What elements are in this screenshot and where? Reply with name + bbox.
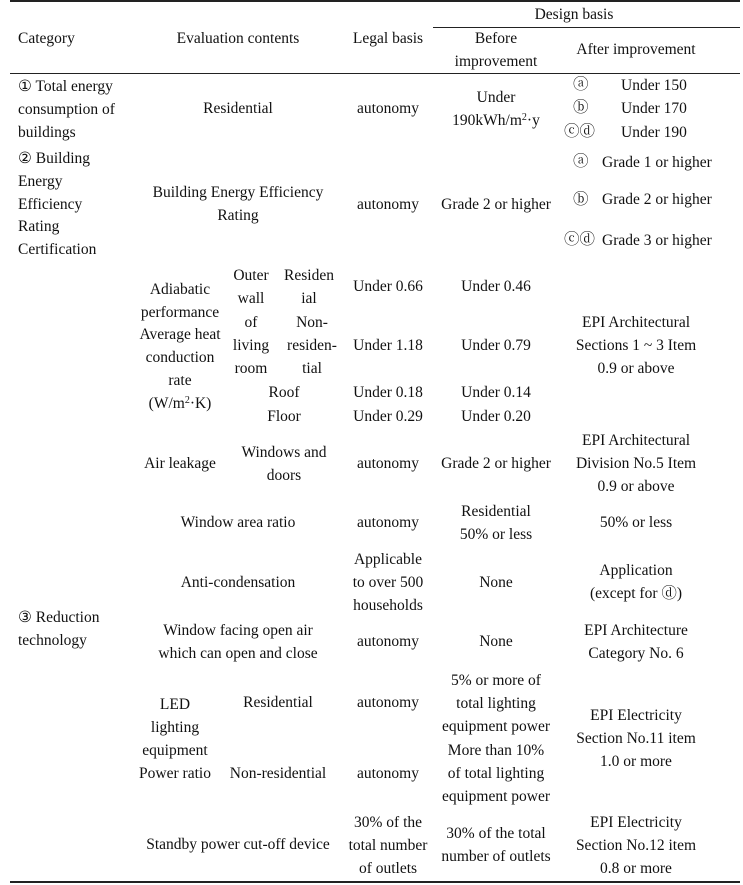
- wall-nonresidential-line3: tial: [302, 360, 322, 377]
- adiabatic-after-line3: 0.9 or above: [597, 360, 675, 377]
- header-design-basis: Design basis: [534, 6, 614, 23]
- header-after: After improvement: [576, 41, 696, 58]
- roof-label: Roof: [268, 384, 300, 401]
- standby-legal-line3: of outlets: [358, 860, 418, 877]
- row2-after-value-a: Grade 1 or higher: [602, 154, 712, 171]
- led-residential: Residential: [243, 694, 313, 711]
- adiabatic-unit-pre: (W/m: [148, 395, 185, 412]
- adiabatic-before-nonres: Under 0.79: [461, 337, 531, 354]
- row2-after-mark-cd: ⓒⓓ: [564, 231, 596, 248]
- row1-after-value-b: Under 170: [621, 100, 687, 117]
- row2-after-mark-a: ⓐ: [573, 153, 589, 170]
- header-before-line2: improvement: [454, 53, 538, 70]
- row2-before: Grade 2 or higher: [441, 196, 551, 213]
- window-ratio-legal: autonomy: [357, 514, 419, 531]
- standby-after-line3: 0.8 or more: [600, 860, 672, 877]
- row1-after-mark-b: ⓑ: [573, 99, 589, 116]
- led-label-line2: lighting: [150, 719, 200, 736]
- anti-condensation-legal-line1: Applicable: [353, 551, 423, 568]
- anti-condensation-legal-line2: to over 500: [352, 574, 424, 591]
- row2-after-value-cd: Grade 3 or higher: [602, 232, 712, 249]
- led-before-nonres-line2: of total lighting: [447, 765, 545, 782]
- header-evaluation: Evaluation contents: [176, 30, 300, 47]
- row2-category-line5: Certification: [18, 241, 97, 258]
- adiabatic-after-line2: Sections 1 ~ 3 Item: [575, 337, 697, 354]
- led-before-res-line1: 5% or more of: [451, 672, 541, 689]
- row1-after-mark-cd: ⓒⓓ: [564, 123, 596, 140]
- led-legal-res: autonomy: [357, 694, 419, 711]
- led-before-nonres-line3: equipment power: [441, 788, 551, 805]
- window-ratio-after: 50% or less: [599, 514, 673, 531]
- air-leakage-after-line3: 0.9 or above: [597, 478, 675, 495]
- led-legal-nonres: autonomy: [357, 765, 419, 782]
- air-leakage-after-line2: Division No.5 Item: [575, 455, 697, 472]
- row1-after-mark-a: ⓐ: [573, 76, 589, 93]
- row2-after-value-b: Grade 2 or higher: [602, 191, 712, 208]
- wall-residential-line1: Residen: [284, 267, 334, 284]
- led-after-line1: EPI Electricity: [590, 707, 682, 724]
- anti-condensation-legal-line3: households: [353, 597, 423, 614]
- row1-before-value: 190kWh/m: [452, 112, 522, 129]
- window-open-label-line2: which can open and close: [158, 645, 318, 662]
- led-label-line3: equipment: [142, 742, 208, 759]
- adiabatic-after-line1: EPI Architectural: [581, 314, 691, 331]
- row1-after-value-cd: Under 190: [621, 124, 687, 141]
- air-leakage-after-line1: EPI Architectural: [581, 432, 691, 449]
- standby-after-line1: EPI Electricity: [590, 814, 682, 831]
- adiabatic-label-line3: Average heat: [139, 326, 221, 343]
- header-bottom-rule: [10, 73, 740, 74]
- standby-before-line1: 30% of the total: [446, 825, 546, 842]
- window-ratio-before-line2: 50% or less: [459, 526, 533, 543]
- window-open-after-line1: EPI Architecture: [584, 622, 688, 639]
- adiabatic-before-res: Under 0.46: [461, 278, 531, 295]
- standby-label: Standby power cut-off device: [146, 836, 330, 853]
- air-leakage-before: Grade 2 or higher: [441, 455, 551, 472]
- standby-legal-line1: 30% of the: [353, 814, 423, 831]
- table-bottom-rule: [10, 881, 740, 883]
- adiabatic-legal-roof: Under 0.18: [353, 384, 423, 401]
- outer-wall-line3: of: [244, 314, 258, 331]
- header-legal-basis: Legal basis: [352, 30, 424, 47]
- floor-label: Floor: [267, 408, 301, 425]
- row2-category-line4: Rating: [18, 218, 60, 235]
- adiabatic-unit-post: ·K): [189, 395, 212, 412]
- row1-before-line1: Under: [476, 89, 516, 106]
- led-before-res-line3: equipment power: [441, 718, 551, 735]
- outer-wall-line4: living: [232, 337, 270, 354]
- standby-after-line2: Section No.12 item: [575, 837, 697, 854]
- outer-wall-line2: wall: [237, 290, 265, 307]
- led-nonresidential: Non-residential: [229, 765, 327, 782]
- adiabatic-unit-sup: 2: [184, 395, 190, 406]
- row1-before-line2: [452, 110, 540, 133]
- row2-legal: autonomy: [357, 196, 419, 213]
- adiabatic-label-line5: rate: [168, 372, 192, 389]
- adiabatic-legal-res: Under 0.66: [353, 278, 423, 295]
- outer-wall-line5: room: [234, 360, 268, 377]
- row2-category-line2: Energy: [18, 173, 63, 190]
- window-open-after-line2: Category No. 6: [588, 645, 684, 662]
- row1-category-line3: buildings: [18, 124, 76, 141]
- row1-before-unit: ·y: [526, 112, 540, 129]
- row1-category-line2: consumption of: [18, 101, 115, 118]
- window-open-label-line1: Window facing open air: [163, 622, 313, 639]
- header-before-line1: Before: [474, 30, 518, 47]
- adiabatic-legal-nonres: Under 1.18: [353, 337, 423, 354]
- adiabatic-label-line2: performance: [140, 304, 220, 321]
- adiabatic-before-roof: Under 0.14: [461, 384, 531, 401]
- window-ratio-label: Window area ratio: [180, 514, 296, 531]
- air-leakage-sub-line1: Windows and: [241, 444, 327, 461]
- row1-after-value-a: Under 150: [621, 77, 687, 94]
- window-open-legal: autonomy: [357, 633, 419, 650]
- air-leakage-legal: autonomy: [357, 455, 419, 472]
- led-before-res-line2: total lighting: [456, 695, 536, 712]
- led-label-line1: LED: [159, 696, 191, 713]
- adiabatic-label-line4: conduction: [145, 349, 215, 366]
- air-leakage-label: Air leakage: [144, 455, 216, 472]
- anti-condensation-after-line1: Application: [599, 562, 673, 579]
- led-label-line4: Power ratio: [139, 765, 211, 782]
- row2-category-line3: Efficiency: [18, 196, 83, 213]
- adiabatic-label-line1: Adiabatic: [149, 281, 211, 298]
- wall-nonresidential-line2: residen-: [287, 337, 337, 354]
- adiabatic-legal-floor: Under 0.29: [353, 408, 423, 425]
- adiabatic-before-floor: Under 0.20: [461, 408, 531, 425]
- row2-category-line1: ② Building: [18, 150, 91, 167]
- window-ratio-before-line1: Residential: [461, 503, 531, 520]
- anti-condensation-before: None: [479, 574, 513, 591]
- row1-category-line1: ① Total energy: [18, 78, 113, 95]
- standby-before-line2: number of outlets: [441, 848, 551, 865]
- row1-before-sup: 2: [521, 112, 527, 123]
- row2-evaluation-line2: Rating: [217, 207, 259, 224]
- window-open-before: None: [479, 633, 513, 650]
- table-top-rule: [10, 0, 740, 2]
- adiabatic-unit: [149, 393, 212, 416]
- row1-legal: autonomy: [357, 100, 419, 117]
- led-after-line3: 1.0 or more: [600, 753, 672, 770]
- outer-wall-line1: Outer: [233, 267, 269, 284]
- wall-nonresidential-line1: Non-: [296, 314, 328, 331]
- led-before-nonres-line1: More than 10%: [447, 742, 545, 759]
- led-after-line2: Section No.11 item: [576, 730, 696, 747]
- row2-after-mark-b: ⓑ: [573, 191, 589, 208]
- row3-category-line1: ③ Reduction: [18, 609, 100, 626]
- air-leakage-sub-line2: doors: [266, 467, 302, 484]
- standby-legal-line2: total number: [348, 837, 428, 854]
- anti-condensation-label: Anti-condensation: [180, 574, 296, 591]
- row2-evaluation-line1: Building Energy Efficiency: [152, 184, 324, 201]
- anti-condensation-after-line2: (except for ⓓ): [589, 585, 683, 602]
- wall-residential-line2: ial: [301, 290, 317, 307]
- row1-evaluation: Residential: [203, 100, 273, 117]
- row3-category-line2: technology: [18, 632, 87, 649]
- header-category: Category: [18, 30, 75, 47]
